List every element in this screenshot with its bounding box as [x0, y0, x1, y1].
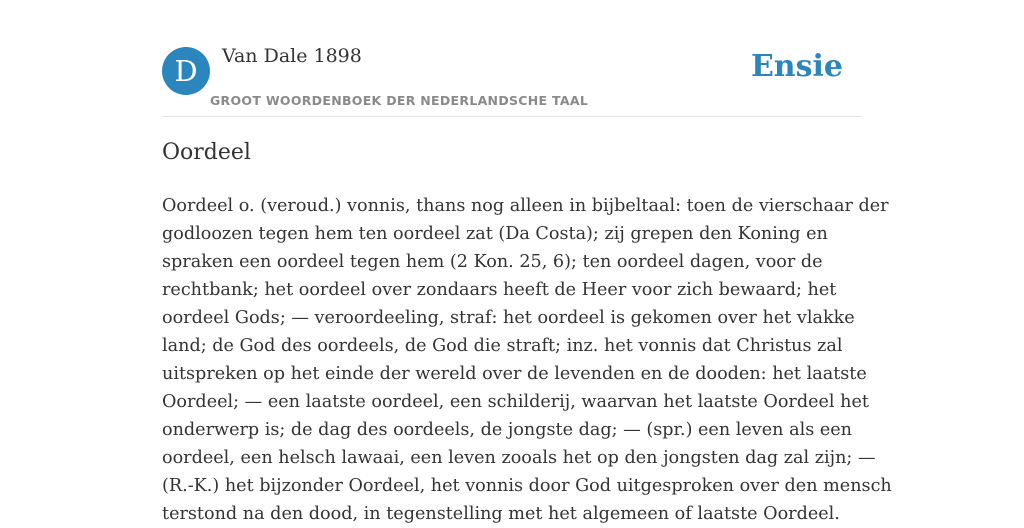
definition-line: godloozen tegen hem ten oordeel zat (Da Costa); zij grepen den Koning en: [162, 224, 828, 244]
brand-logo[interactable]: Ensie: [750, 49, 843, 84]
definition-line: spraken een oordeel tegen hem (2 Kon. 25, 6); ten oordeel dagen, voor de: [162, 252, 823, 272]
entry-page: [162, 0, 892, 524]
entry-title: Oordeel: [162, 140, 251, 165]
definition-line: uitspreken op het einde der wereld over de levenden en de dooden: het laatste: [162, 364, 867, 384]
dictionary-title[interactable]: Van Dale 1898: [222, 45, 362, 67]
definition-line: (R.-K.) het bijzonder Oordeel, het vonnis door God uitgesproken over den mensch: [162, 476, 892, 496]
definition-line: land; de God des oordeels, de God die straft; inz. het vonnis dat Christus zal: [162, 336, 843, 356]
definition-line: Oordeel; — een laatste oordeel, een schilderij, waarvan het laatste Oordeel het: [162, 392, 869, 412]
definition-line: onderwerp is; de dag des oordeels, de jongste dag; — (spr.) een leven als een: [162, 420, 852, 440]
dictionary-avatar[interactable]: D: [162, 47, 210, 95]
definition-line: oordeel, een helsch lawaai, een leven zooals het op den jongsten dag zal zijn; —: [162, 448, 876, 468]
dictionary-header: [162, 0, 862, 117]
entry-definition: [162, 192, 892, 528]
definition-line: oordeel Gods; — veroordeeling, straf: het oordeel is gekomen over het vlakke: [162, 308, 855, 328]
definition-line: Oordeel o. (veroud.) vonnis, thans nog alleen in bijbeltaal: toen de vierschaar der: [162, 196, 889, 216]
definition-line: terstond na den dood, in tegenstelling met het algemeen of laatste Oordeel.: [162, 504, 840, 524]
dictionary-subtitle: GROOT WOORDENBOEK DER NEDERLANDSCHE TAAL: [210, 93, 589, 108]
definition-line: rechtbank; het oordeel over zondaars heeft de Heer voor zich bewaard; het: [162, 280, 837, 300]
